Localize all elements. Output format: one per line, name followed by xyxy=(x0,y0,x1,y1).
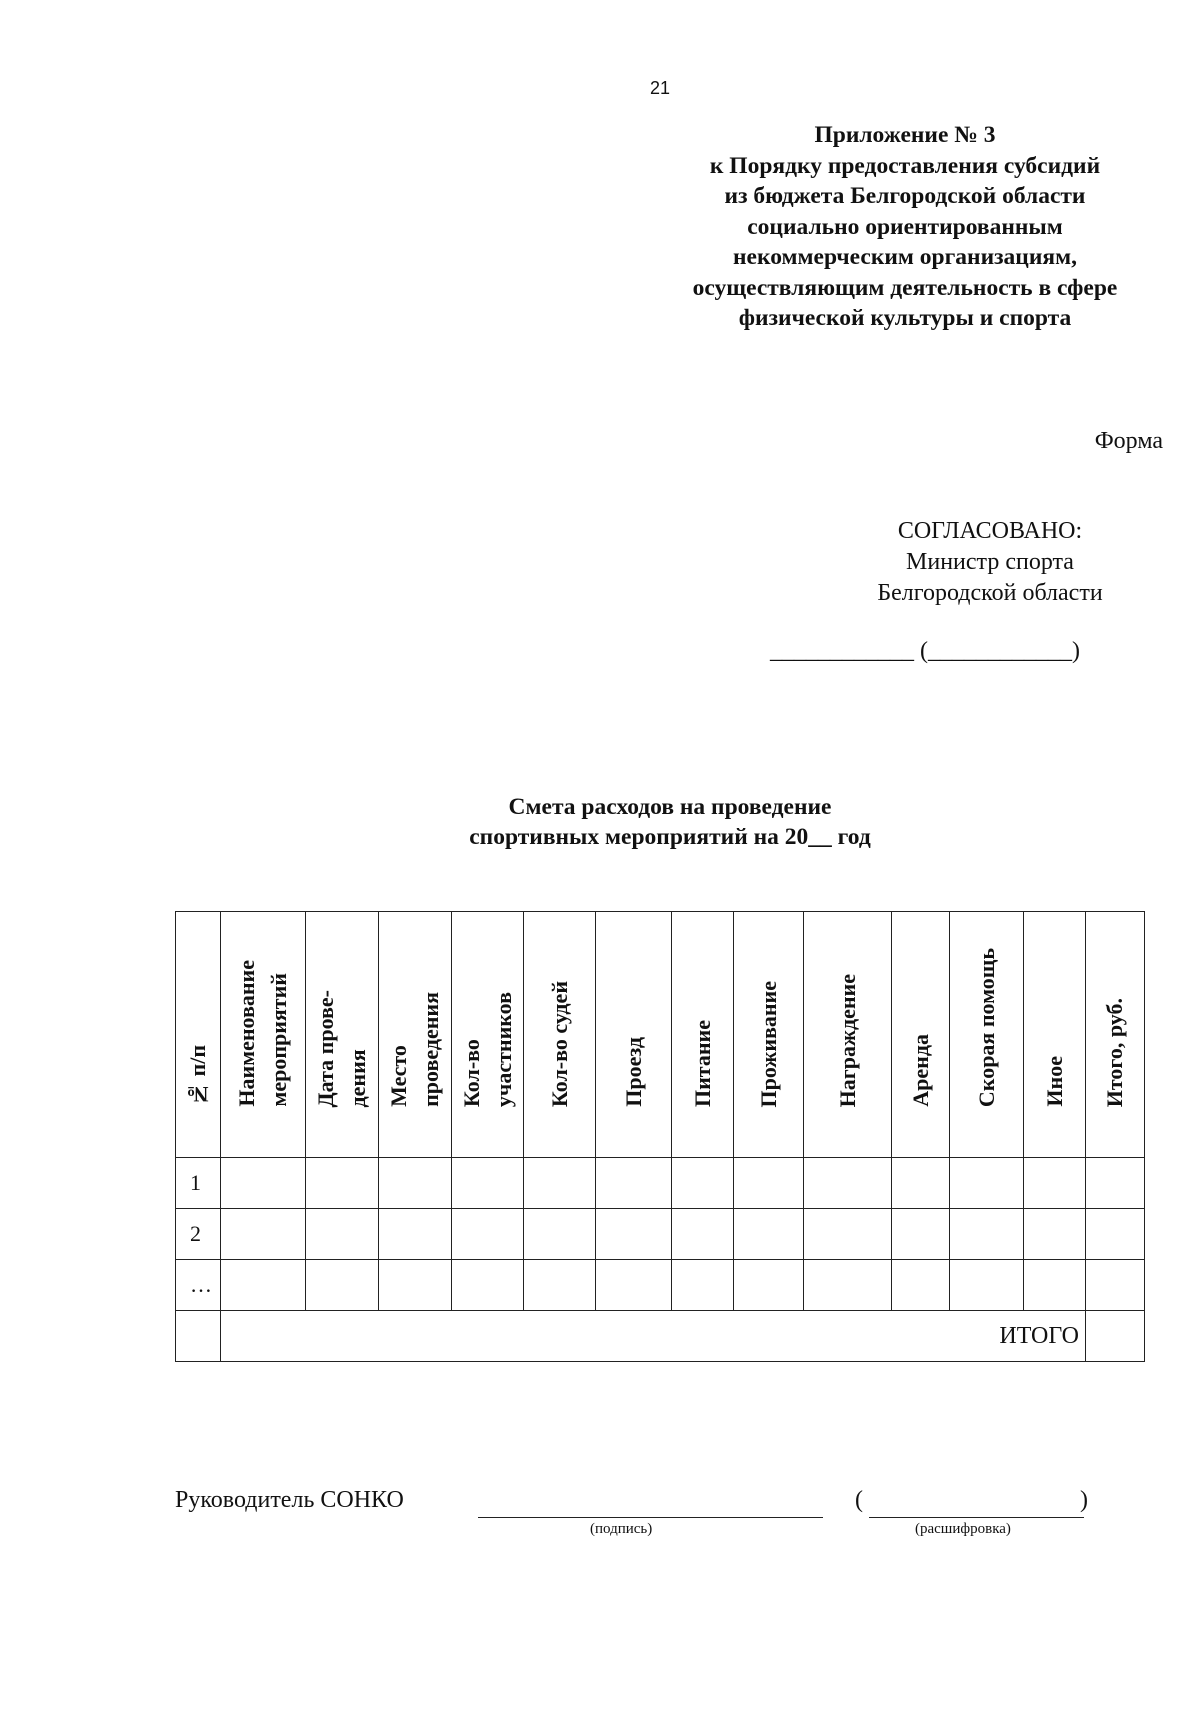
table-total-row xyxy=(176,1311,1145,1362)
decode-paren-open: ( xyxy=(855,1487,863,1513)
table-header-row xyxy=(176,912,1145,1158)
table-cell xyxy=(892,1158,950,1209)
table-cell xyxy=(672,1260,734,1311)
approval-block xyxy=(820,516,1160,609)
table-cell xyxy=(176,1311,221,1362)
table-cell xyxy=(379,1260,452,1311)
col-header-total: Итого, руб. xyxy=(1086,912,1145,1158)
col-header-accommodation: Проживание xyxy=(734,912,804,1158)
col-header-number: № п/п xyxy=(176,912,221,1158)
col-header-meals: Питание xyxy=(672,912,734,1158)
table-cell xyxy=(734,1260,804,1311)
row-number: … xyxy=(176,1260,221,1311)
table-cell xyxy=(1086,1158,1145,1209)
estimate-table xyxy=(175,911,1145,1362)
table-cell xyxy=(734,1209,804,1260)
table-cell xyxy=(950,1158,1024,1209)
signature-caption: (подпись) xyxy=(590,1521,653,1537)
table-row xyxy=(176,1209,1145,1260)
table-cell xyxy=(950,1209,1024,1260)
total-label: ИТОГО xyxy=(221,1311,1086,1362)
appendix-line: некоммерческим организациям, xyxy=(733,244,1077,270)
appendix-header xyxy=(640,120,1170,334)
table-cell xyxy=(452,1209,524,1260)
table-cell xyxy=(524,1209,596,1260)
document-title-line: спортивных мероприятий на 20__ год xyxy=(469,824,871,850)
page-number: 21 xyxy=(650,78,671,98)
table-cell xyxy=(596,1260,672,1311)
table-cell xyxy=(524,1260,596,1311)
approval-signature-line: ____________ (____________) xyxy=(770,638,1080,664)
table-cell xyxy=(892,1209,950,1260)
table-cell xyxy=(804,1209,892,1260)
col-header-judges: Кол-во судей xyxy=(524,912,596,1158)
appendix-line: физической культуры и спорта xyxy=(738,305,1072,331)
table-cell xyxy=(306,1209,379,1260)
col-header-venue: Место проведения xyxy=(379,912,452,1158)
col-header-other: Иное xyxy=(1024,912,1086,1158)
table-cell xyxy=(221,1209,306,1260)
appendix-line: осуществляющим деятельность в сфере xyxy=(692,274,1118,301)
approval-position: Министр спорта xyxy=(906,549,1074,575)
document-title xyxy=(380,792,960,852)
total-value-cell xyxy=(1086,1311,1145,1362)
signature-block xyxy=(175,1487,1095,1547)
table-cell xyxy=(1086,1260,1145,1311)
document-title-line: Смета расходов на проведение xyxy=(508,794,832,820)
table-cell xyxy=(452,1158,524,1209)
table-cell xyxy=(306,1158,379,1209)
table-cell xyxy=(1024,1209,1086,1260)
appendix-line: из бюджета Белгородской области xyxy=(724,183,1086,209)
approval-heading: СОГЛАСОВАНО: xyxy=(897,518,1083,544)
signature-line xyxy=(478,1517,823,1518)
table-cell xyxy=(452,1260,524,1311)
table-cell xyxy=(221,1260,306,1311)
decode-line xyxy=(869,1517,1084,1518)
table-cell xyxy=(804,1158,892,1209)
table-cell xyxy=(804,1260,892,1311)
col-header-event-name: Наименование мероприятий xyxy=(221,912,306,1158)
col-header-travel: Проезд xyxy=(596,912,672,1158)
table-cell xyxy=(672,1158,734,1209)
table-cell xyxy=(596,1158,672,1209)
col-header-ambulance: Скорая помощь xyxy=(950,912,1024,1158)
table-cell xyxy=(672,1209,734,1260)
col-header-rent: Аренда xyxy=(892,912,950,1158)
approval-region: Белгородской области xyxy=(877,580,1103,606)
table-row xyxy=(176,1158,1145,1209)
table-cell xyxy=(379,1209,452,1260)
row-number: 1 xyxy=(176,1158,221,1209)
table-row xyxy=(176,1260,1145,1311)
table-cell xyxy=(892,1260,950,1311)
appendix-title: Приложение № 3 xyxy=(814,122,996,148)
col-header-date: Дата прове- дения xyxy=(306,912,379,1158)
appendix-line: социально ориентированным xyxy=(747,213,1063,240)
table-cell xyxy=(950,1260,1024,1311)
table-cell xyxy=(1024,1158,1086,1209)
decode-paren-close: ) xyxy=(1080,1487,1088,1513)
table-cell xyxy=(734,1158,804,1209)
table-cell xyxy=(221,1158,306,1209)
table-cell xyxy=(1086,1209,1145,1260)
col-header-awards: Награждение xyxy=(804,912,892,1158)
head-title: Руководитель СОНКО xyxy=(175,1487,404,1513)
table-cell xyxy=(524,1158,596,1209)
decode-caption: (расшифровка) xyxy=(915,1521,1011,1537)
form-label: Форма xyxy=(1094,428,1163,454)
appendix-line: к Порядку предоставления субсидий xyxy=(709,152,1101,179)
table-cell xyxy=(596,1209,672,1260)
table-cell xyxy=(1024,1260,1086,1311)
col-header-participants: Кол-во участников xyxy=(452,912,524,1158)
row-number: 2 xyxy=(176,1209,221,1260)
table-cell xyxy=(379,1158,452,1209)
table-cell xyxy=(306,1260,379,1311)
